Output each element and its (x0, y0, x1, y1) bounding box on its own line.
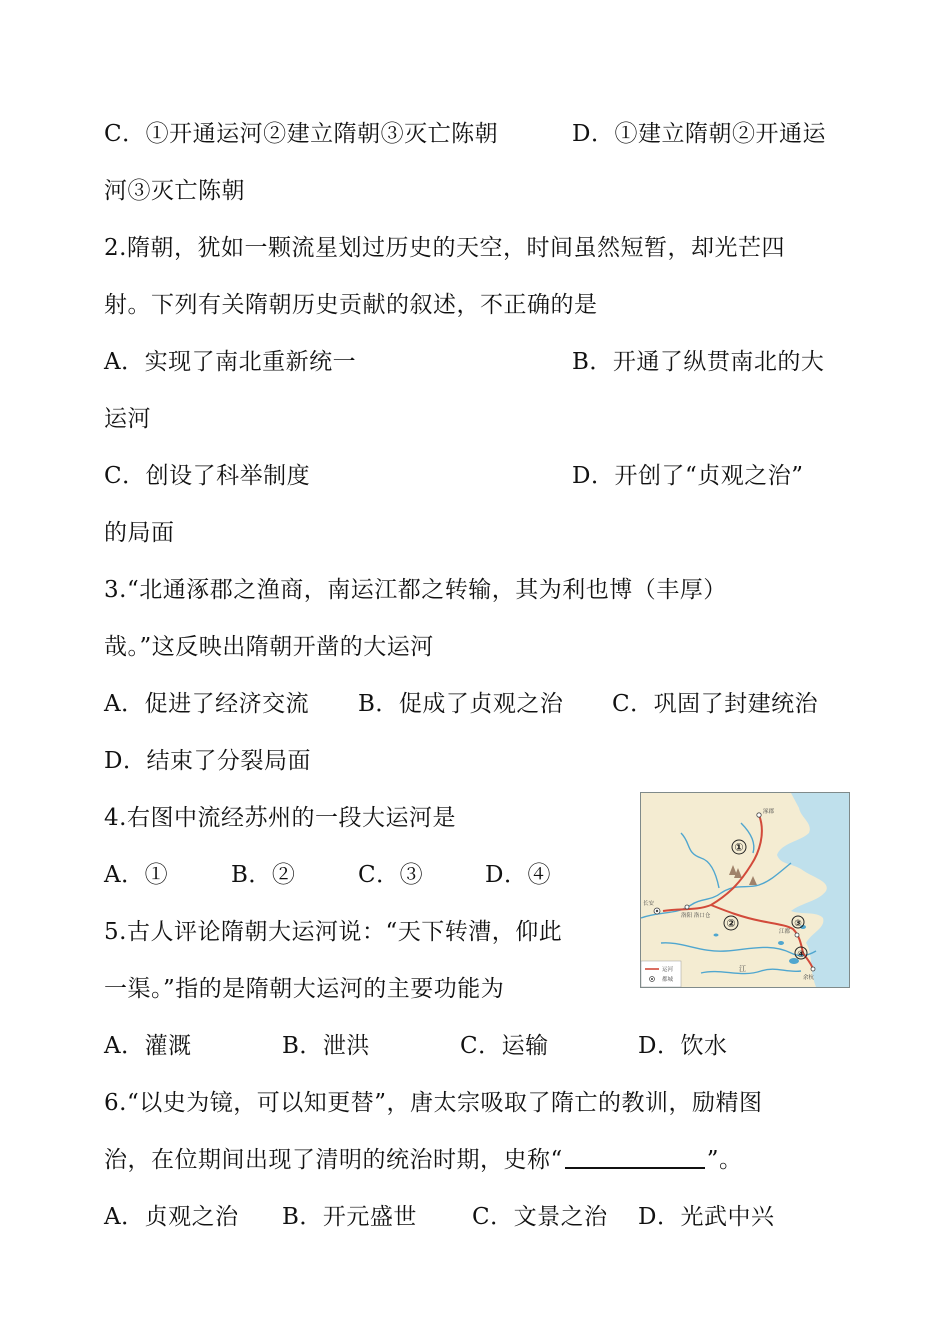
map-graphic (641, 793, 849, 987)
line-text: 运河 (104, 406, 151, 432)
option-text: C．运输 (460, 1033, 549, 1059)
line-text: A．灌溉 (104, 1033, 192, 1059)
city-yuhang (811, 967, 815, 971)
map-cities (654, 813, 815, 971)
option-text: B．开元盛世 (282, 1204, 417, 1230)
map-lakes (714, 925, 807, 964)
line-text: 河③灭亡陈朝 (104, 178, 245, 204)
city-jiangdu (795, 933, 799, 937)
option-text: D．④ (485, 862, 551, 888)
label-zhuojun: 涿郡 (763, 809, 775, 815)
q6-text-before: 治，在位期间出现了清明的统治时期，史称“ (104, 1147, 563, 1173)
option-text: D．光武中兴 (638, 1204, 775, 1230)
option-text: C．巩固了封建统治 (612, 691, 819, 717)
mountain-icons (729, 865, 757, 885)
line-text: 5.古人评论隋朝大运河说：“天下转漕，仰此 (104, 919, 563, 945)
option-text: D．开创了“贞观之治” (572, 463, 804, 489)
line-text: 2.隋朝，犹如一颗流星划过历史的天空，时间虽然短暂，却光芒四 (104, 235, 785, 261)
label-jiangdu: 江都 (779, 929, 791, 935)
map-legend (641, 961, 681, 987)
marker-3: ③ (794, 919, 802, 929)
option-text: D．饮水 (638, 1033, 728, 1059)
label-changan: 长安 (643, 901, 655, 907)
line-text: 4.右图中流经苏州的一段大运河是 (104, 805, 456, 831)
line-text: 哉。”这反映出隋朝开凿的大运河 (104, 634, 434, 660)
line-text: C．①开通运河②建立隋朝③灭亡陈朝 (104, 121, 499, 147)
city-zhuojun (757, 813, 761, 817)
option-text: B．泄洪 (282, 1033, 370, 1059)
option-text: C．③ (358, 862, 424, 888)
marker-2: ② (726, 917, 736, 930)
grand-canal-map (640, 792, 850, 988)
line-text: A．贞观之治 (104, 1204, 239, 1230)
q6-text-after: ”。 (706, 1147, 743, 1173)
line-text: 的局面 (104, 520, 175, 546)
label-jiang: 江 (739, 965, 746, 973)
option-text: D．①建立隋朝②开通运 (572, 121, 826, 147)
line-text: 3.“北通涿郡之渔商，南运江都之转输，其为利也博（丰厚） (104, 577, 727, 603)
line-text: 6.“以史为镜，可以知更替”，唐太宗吸取了隋亡的教训，励精图 (104, 1090, 763, 1116)
line-text: C．创设了科举制度 (104, 463, 311, 489)
line-text: A．促进了经济交流 (104, 691, 310, 717)
option-text: B．促成了贞观之治 (358, 691, 564, 717)
legend-capital: 都城 (662, 977, 674, 983)
line-text: A．实现了南北重新统一 (104, 349, 357, 375)
line-text: D．结束了分裂局面 (104, 748, 311, 774)
question-6-line-2 (104, 1140, 743, 1180)
marker-4: ④ (797, 950, 805, 960)
line-text: A．① (104, 862, 169, 888)
label-luoyang: 洛阳 洛口仓 (681, 913, 711, 919)
city-luoyang (685, 905, 689, 909)
answer-blank[interactable] (565, 1143, 705, 1169)
legend-canal: 运河 (662, 967, 674, 973)
line-text: 射。下列有关隋朝历史贡献的叙述，不正确的是 (104, 292, 598, 318)
map-sea (777, 793, 849, 987)
option-text: B．开通了纵贯南北的大 (572, 349, 825, 375)
option-text: B．② (231, 862, 296, 888)
option-text: C．文景之治 (472, 1204, 608, 1230)
label-yuhang: 余杭 (803, 975, 815, 981)
line-text: 一渠。”指的是隋朝大运河的主要功能为 (104, 976, 505, 1002)
marker-1: ① (734, 841, 744, 854)
